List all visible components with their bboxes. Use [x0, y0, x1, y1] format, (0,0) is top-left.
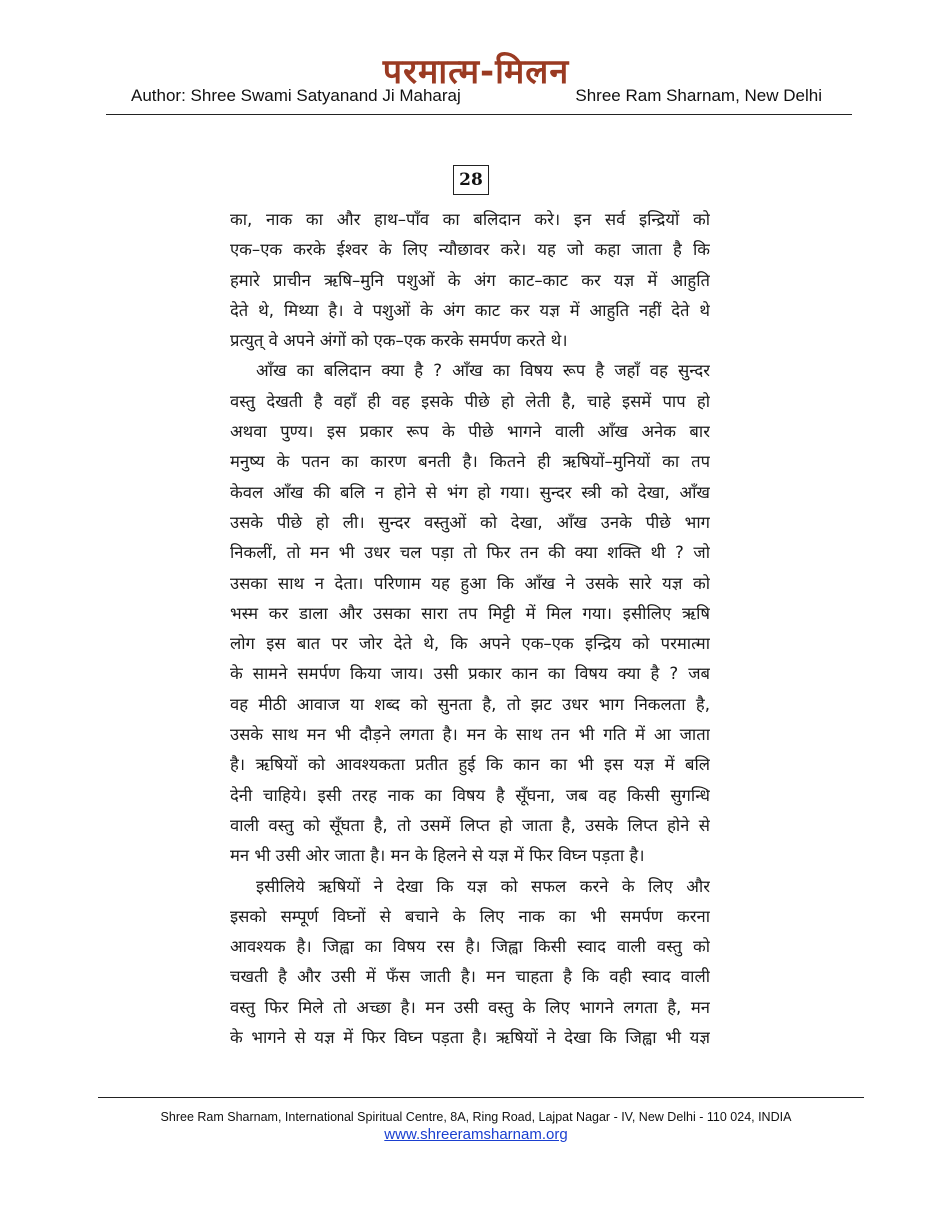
text-line: देनी चाहिये। इसी तरह नाक का विषय है सूँघना, जब वह किसी सुगन्धि [230, 785, 710, 805]
text-line: हमारे प्राचीन ऋषि–मुनि पशुओं के अंग काट–काट कर यज्ञ में आहुति [230, 270, 710, 290]
text-line: निकलीं, तो मन भी उधर चल पड़ा तो फिर तन की क्या शक्ति थी ? जो [230, 543, 710, 563]
author-line: Author: Shree Swami Satyanand Ji Maharaj [131, 86, 461, 105]
text-line: भस्म कर डाला और उसका सारा तप मिट्टी में मिल गया। इसीलिए ऋषि [230, 603, 710, 623]
text-line: लोग इस बात पर जोर देते थे, कि अपने एक–एक इन्द्रिय को परमात्मा [230, 634, 710, 654]
text-line: आँख का बलिदान क्या है ? आँख का विषय रूप है जहाँ वह सुन्दर [256, 361, 710, 381]
text-line: के सामने समर्पण किया जाय। उसी प्रकार कान का विषय क्या है ? जब [230, 664, 710, 684]
book-title: परमात्म-मिलन [382, 52, 570, 92]
text-line: आवश्यक है। जिह्वा का विषय रस है। जिह्वा किसी स्वाद वाली वस्तु को [230, 937, 710, 957]
text-line: देते थे, मिथ्या है। वे पशुओं के अंग काट कर यज्ञ में आहुति नहीं देते थे [230, 300, 710, 320]
body-text [230, 205, 710, 1053]
text-line: मनुष्य के पतन का कारण बनती है। कितने ही ऋषियों–मुनियों का तप [230, 452, 710, 472]
text-line: इसीलिये ऋषियों ने देखा कि यज्ञ को सफल करने के लिए और [256, 876, 710, 896]
text-line: उसका साथ न देता। परिणाम यह हुआ कि आँख ने उसके सारे यज्ञ को [230, 573, 710, 593]
header-divider [106, 114, 852, 115]
text-line: वाली वस्तु को सूँघता है, तो उसमें लिप्त हो जाता है, उसके लिप्त होने से [230, 815, 710, 835]
text-line: केवल आँख की बलि न होने से भंग हो गया। सुन्दर स्त्री को देखा, आँख [230, 482, 710, 502]
footer-address: Shree Ram Sharnam, International Spiritual Centre, 8A, Ring Road, Lajpat Nagar - IV, New Delhi - 110 024, INDIA [160, 1110, 792, 1124]
footer-divider [98, 1097, 864, 1098]
text-line: अथवा पुण्य। इस प्रकार रूप के पीछे भागने वाली आँख अनेक बार [230, 422, 710, 442]
text-line: चखती है और उसी में फँस जाती है। मन चाहता है कि वही स्वाद वाली [230, 967, 710, 987]
text-line: वह मीठी आवाज या शब्द को सुनता है, तो झट उधर भाग निकलता है, [230, 694, 710, 714]
text-line: एक–एक करके ईश्वर के लिए न्यौछावर करे। यह जो कहा जाता है कि [230, 240, 710, 260]
text-line: है। ऋषियों को आवश्यकता प्रतीत हुई कि कान का भी इस यज्ञ में बलि [230, 755, 710, 775]
text-line: वस्तु देखती है वहाँ ही वह इसके पीछे हो लेती है, चाहे इसमें पाप हो [230, 391, 710, 411]
page-number-box: 28 [453, 165, 489, 195]
text-line: उसके पीछे हो ली। सुन्दर वस्तुओं को देखा, आँख उनके पीछे भाग [230, 512, 710, 532]
text-line: के भागने से यज्ञ में फिर विघ्न पड़ता है। ऋषियों ने देखा कि जिह्वा भी यज्ञ [230, 1028, 710, 1048]
text-line: मन भी उसी ओर जाता है। मन के हिलने से यज्ञ में फिर विघ्न पड़ता है। [230, 846, 645, 866]
text-line: उसके साथ मन भी दौड़ने लगता है। मन के साथ तन भी गति में आ जाता [230, 725, 710, 745]
website-link[interactable]: www.shreeramsharnam.org [384, 1126, 568, 1143]
text-line: प्रत्युत् वे अपने अंगों को एक–एक करके समर्पण करते थे। [230, 331, 568, 351]
publisher-line: Shree Ram Sharnam, New Delhi [575, 86, 822, 105]
text-line: का, नाक का और हाथ–पाँव का बलिदान करे। इन सर्व इन्द्रियों को [230, 210, 710, 229]
text-line: इसको सम्पूर्ण विघ्नों से बचाने के लिए नाक का भी समर्पण करना [230, 906, 710, 926]
text-line: वस्तु फिर मिले तो अच्छा है। मन उसी वस्तु के लिए भागने लगता है, मन [230, 997, 710, 1017]
